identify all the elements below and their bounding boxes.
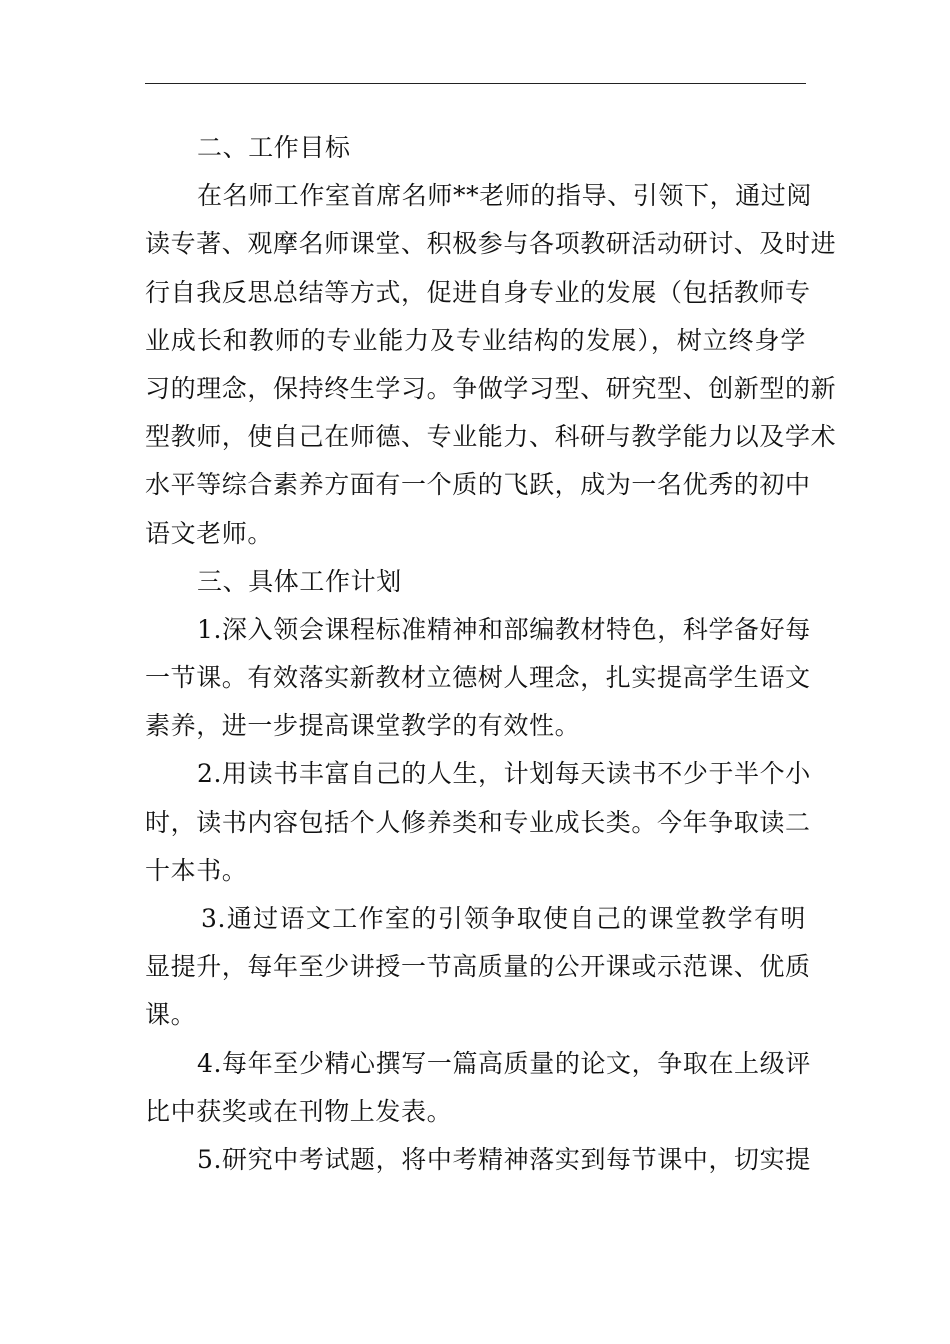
plan-item-5 xyxy=(145,1136,811,1184)
paragraph-line: 2.用读书丰富自己的人生，计划每天读书不少于半个小 xyxy=(197,759,811,789)
paragraph-line: 习的理念，保持终生学习。争做学习型、研究型、创新型的新 xyxy=(145,373,837,403)
paragraph-line: 在名师工作室首席名师**老师的指导、引领下，通过阅 xyxy=(197,181,813,211)
paragraph-line: 3.通过语文工作室的引领争取使自己的课堂教学有明 xyxy=(201,904,806,933)
paragraph-line: 时，读书内容包括个人修养类和专业成长类。今年争取读二 xyxy=(145,807,811,837)
plan-item-1 xyxy=(145,606,811,751)
section-heading-plan: 三、具体工作计划 xyxy=(197,566,402,596)
paragraph-line: 型教师，使自己在师德、专业能力、科研与教学能力以及学术 xyxy=(145,422,837,452)
paragraph-line: 素养，进一步提高课堂教学的有效性。 xyxy=(145,711,581,741)
paragraph-line: 5.研究中考试题，将中考精神落实到每节课中，切实提 xyxy=(197,1144,811,1174)
goals-paragraph xyxy=(145,172,837,558)
paragraph-line: 读专著、观摩名师课堂、积极参与各项教研活动研讨、及时进 xyxy=(145,229,837,259)
paragraph-line: 十本书。 xyxy=(145,855,248,885)
paragraph-line: 水平等综合素养方面有一个质的飞跃，成为一名优秀的初中 xyxy=(145,470,811,500)
paragraph-line: 业成长和教师的专业能力及专业结构的发展），树立终身学 xyxy=(145,325,806,355)
plan-item-4 xyxy=(145,1040,811,1136)
paragraph-line: 语文老师。 xyxy=(145,518,274,548)
document-body xyxy=(145,124,837,1184)
paragraph-line: 1.深入领会课程标准精神和部编教材特色，科学备好每 xyxy=(197,614,811,644)
paragraph-line: 行自我反思总结等方式，促进自身专业的发展（包括教师专 xyxy=(145,277,811,307)
section-heading-goals: 二、工作目标 xyxy=(197,133,351,162)
paragraph-line: 一节课。有效落实新教材立德树人理念，扎实提高学生语文 xyxy=(145,663,811,693)
paragraph-line: 课。 xyxy=(145,1000,197,1030)
header-rule xyxy=(145,83,806,84)
paragraph-line: 显提升，每年至少讲授一节高质量的公开课或示范课、优质 xyxy=(145,952,811,982)
plan-item-2 xyxy=(145,750,811,895)
paragraph-line: 4.每年至少精心撰写一篇高质量的论文，争取在上级评 xyxy=(197,1048,811,1078)
paragraph-line: 比中获奖或在刊物上发表。 xyxy=(145,1096,453,1126)
plan-item-3 xyxy=(145,895,811,1040)
